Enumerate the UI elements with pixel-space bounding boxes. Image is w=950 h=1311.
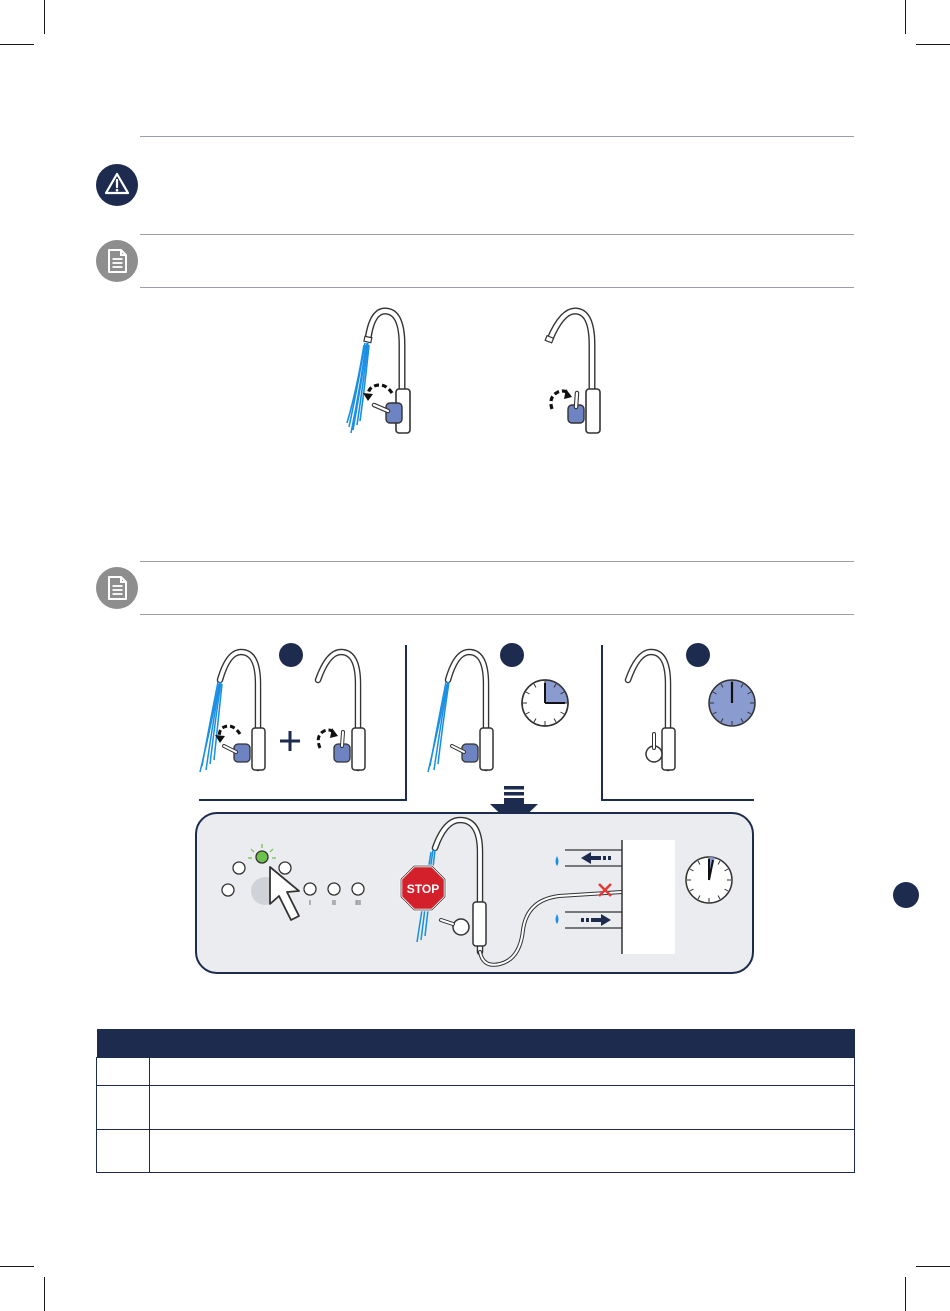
page-number-badge (893, 882, 919, 908)
step-panel-divider-1 (405, 645, 407, 801)
note-document-icon (96, 567, 138, 609)
step-1-illustration (196, 648, 376, 778)
indicator-leds (222, 844, 364, 905)
mode-label-1: I (309, 900, 311, 907)
table-cell-number (97, 1058, 150, 1086)
note-badge-1 (96, 240, 138, 282)
timer-short-icon (686, 857, 732, 903)
mode-label-2: II (332, 900, 336, 907)
step-2-illustration (424, 648, 574, 778)
table-row (97, 1058, 855, 1086)
section-rule-note2-top (140, 561, 854, 562)
water-stream (347, 343, 369, 433)
parameters-table (96, 1029, 855, 1173)
step-panel-1-baseline (199, 799, 406, 801)
table-row (97, 1130, 855, 1173)
crop-mark-bottom-left-h (0, 1266, 34, 1267)
crop-mark-top-right-h (916, 44, 950, 45)
mode-label-3: III (355, 900, 361, 907)
timer-full-icon (709, 680, 755, 726)
note-document-icon (96, 240, 138, 282)
section-rule-note2-bottom (140, 614, 854, 615)
table-cell-text (150, 1086, 855, 1130)
crop-mark-top-right-v (905, 0, 906, 34)
crop-mark-top-left-h (0, 44, 34, 45)
warning-badge (96, 164, 138, 206)
step-panel-3-baseline (601, 799, 754, 801)
section-rule-warning-bottom (140, 234, 854, 235)
crop-mark-bottom-left-v (44, 1277, 45, 1311)
faucet-open-illustration (330, 305, 440, 440)
table-cell-number (97, 1130, 150, 1173)
faucet-closed-illustration (530, 305, 640, 440)
warning-triangle-icon (96, 164, 138, 206)
note-badge-2 (96, 567, 138, 609)
table-cell-text (150, 1130, 855, 1173)
step-panel-divider-2 (601, 645, 603, 801)
cursor-arrow-icon (270, 867, 299, 920)
step-3-illustration (618, 648, 758, 778)
table-cell-number (97, 1086, 150, 1130)
crop-mark-bottom-right-h (916, 1266, 950, 1267)
table-row (97, 1086, 855, 1130)
plus-icon (280, 731, 300, 751)
crop-mark-top-left-v (44, 0, 45, 34)
table-header-cell (97, 1029, 855, 1058)
timer-quarter-icon (522, 680, 568, 726)
table-header-row (97, 1029, 855, 1058)
section-rule-note1-bottom (140, 287, 854, 288)
stop-sign-label: STOP (406, 882, 440, 896)
table-cell-text (150, 1058, 855, 1086)
crop-mark-bottom-right-v (905, 1277, 906, 1311)
control-panel-graphics (195, 812, 754, 974)
section-rule-top (140, 136, 854, 137)
